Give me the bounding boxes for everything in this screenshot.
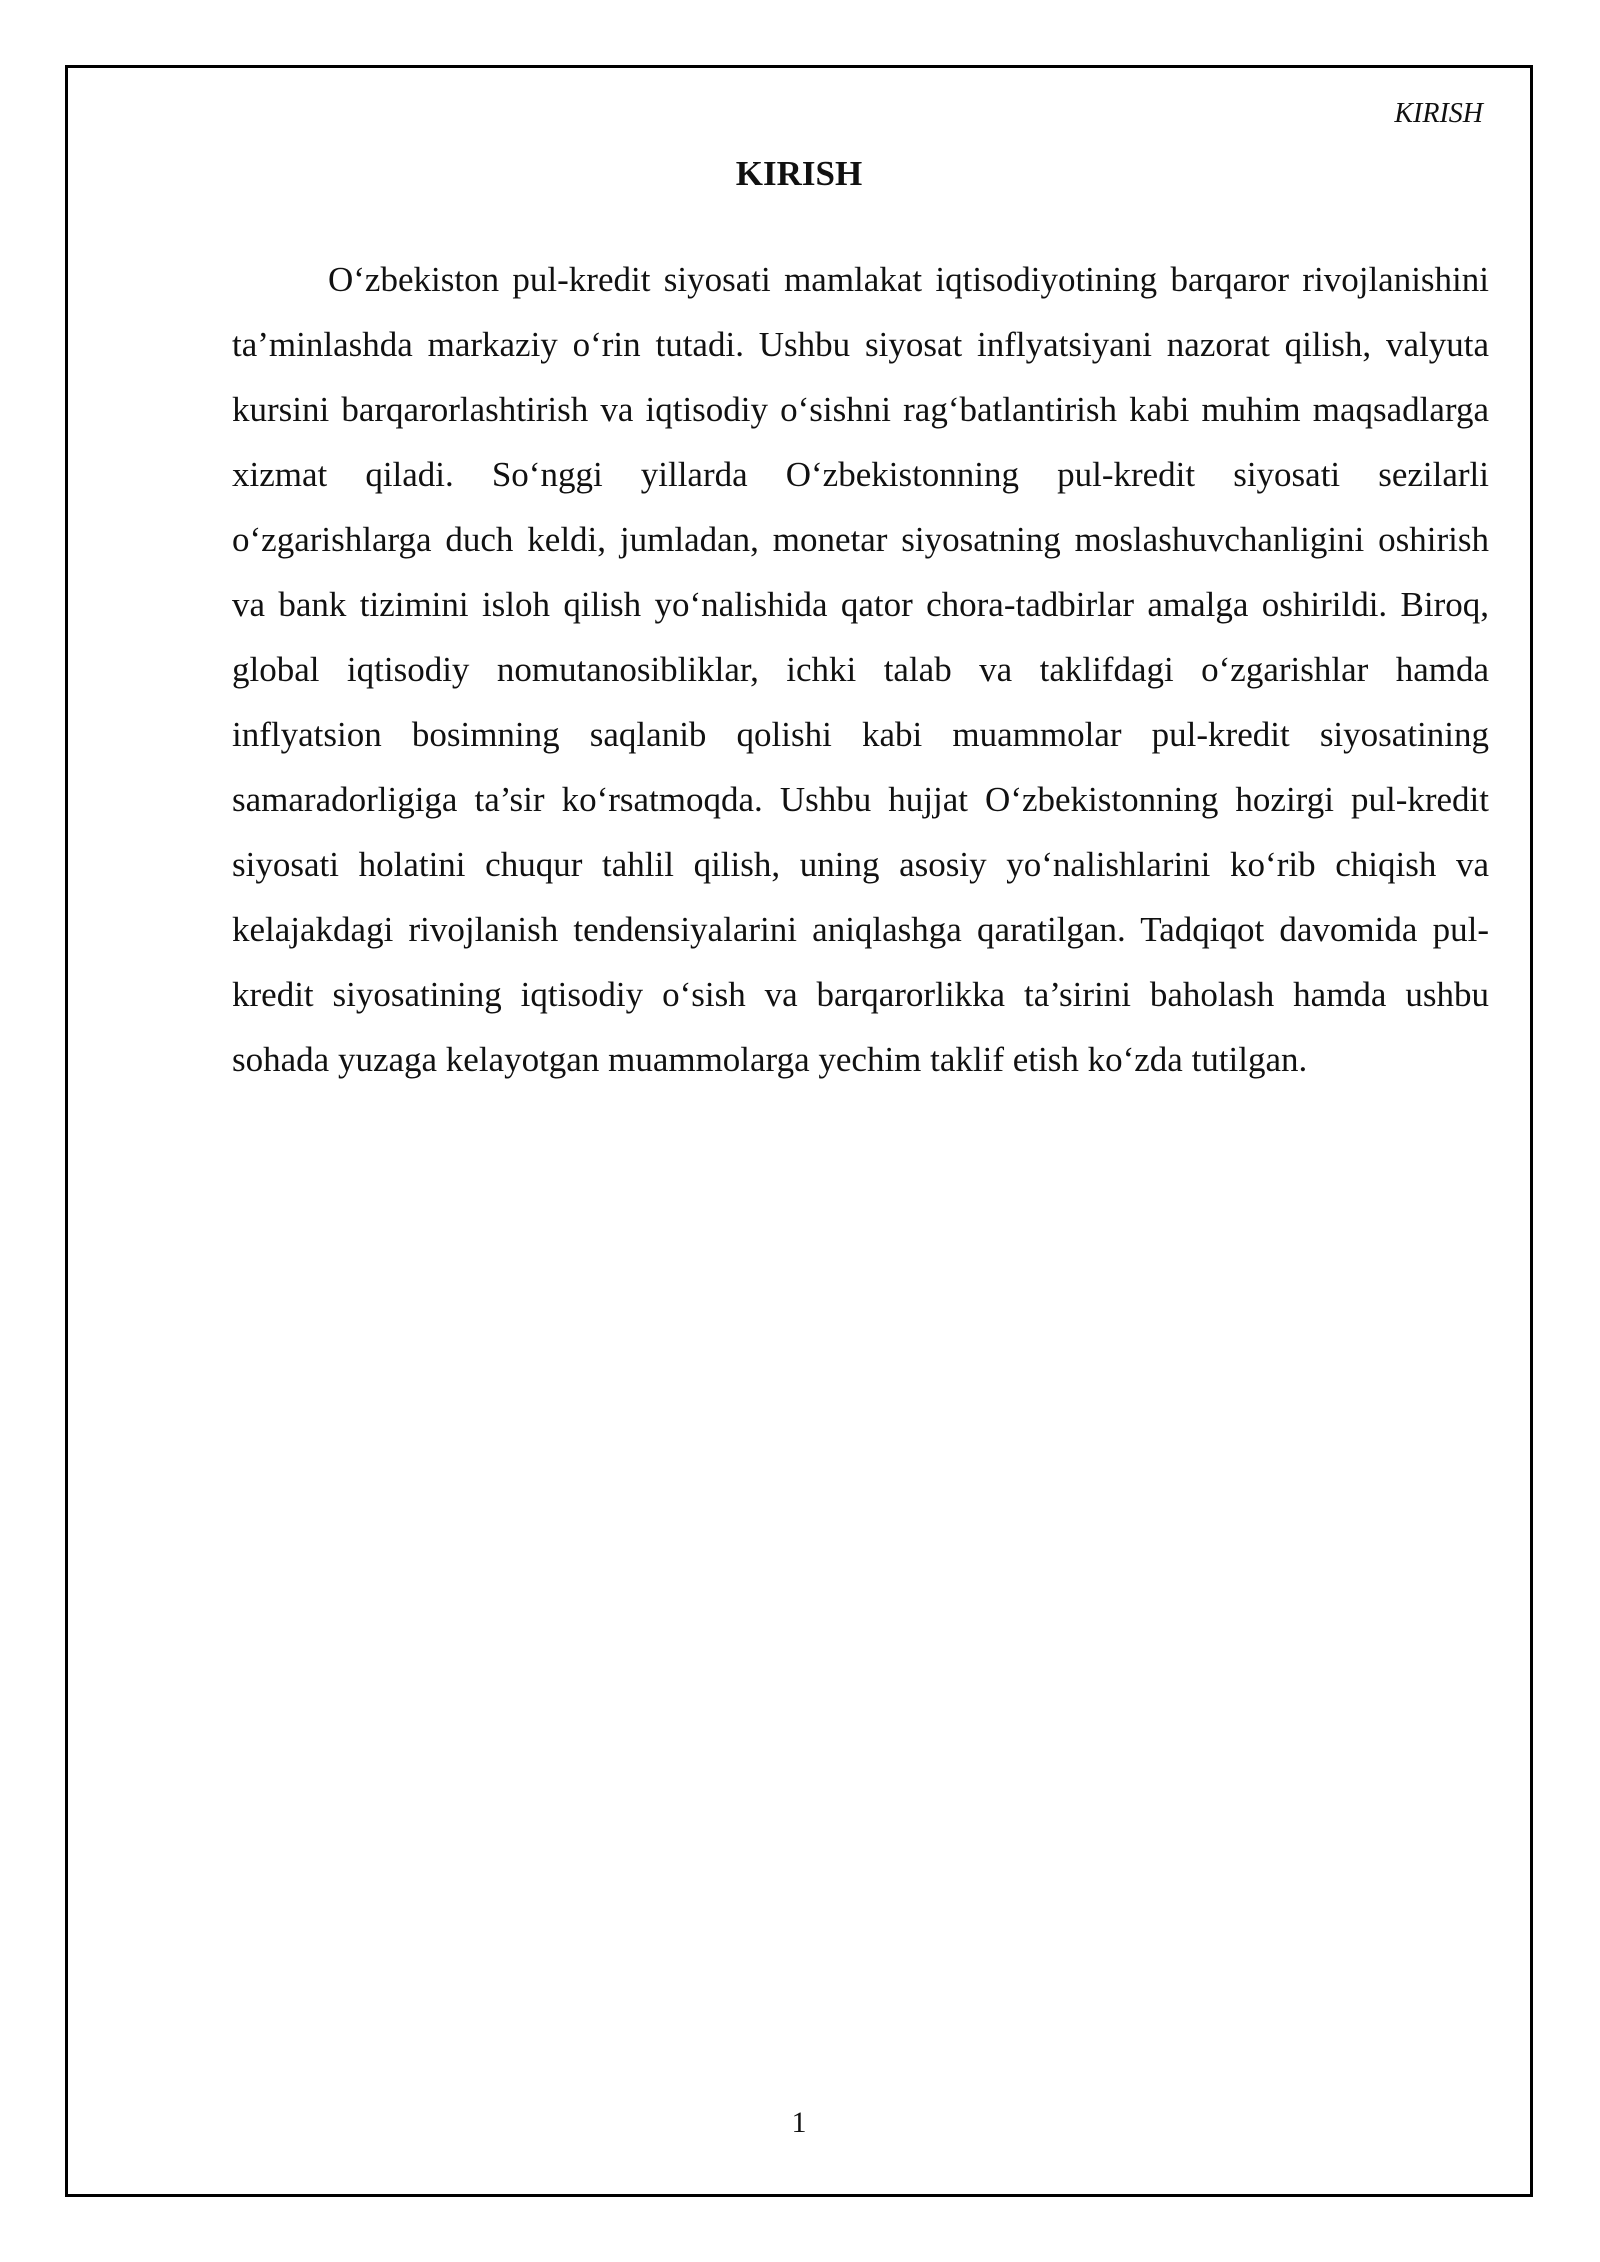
page-frame — [65, 65, 1533, 2197]
page-title: KIRISH — [735, 154, 863, 193]
body-paragraph: O‘zbekiston pul-kredit siyosati mamlakat iqtisodiyotining barqaror rivojlanishini ta’minlashda markaziy o‘rin tutadi. Ushbu siyosat inflyatsiyani nazorat qilish, valyuta kursini barqarorlashtirish va iqtisodiy o‘sishni rag‘batlantirish kabi muhim maqsadlarga xizmat qiladi. So‘nggi yillarda O‘zbekistonning pul-kredit siyosati sezilarli o‘zgarishlarga duch keldi, jumladan, monetar siyosatning moslashuvchanligini oshirish va bank tizimini isloh qilish yo‘nalishida qator chora-tadbirlar amalga oshirildi. Biroq, global iqtisodiy nomutanosibliklar, ichki talab va taklifdagi o‘zgarishlar hamda inflyatsion bosimning saqlanib qolishi kabi muammolar pul-kredit siyosatining samaradorligiga ta’sir ko‘rsatmoqda. Ushbu hujjat O‘zbekistonning hozirgi pul-kredit siyosati holatini chuqur tahlil qilish, uning asosiy yo‘nalishlarini ko‘rib chiqish va kelajakdagi rivojlanish tendensiyalarini aniqlashga qaratilgan. Tadqiqot davomida pul-kredit siyosatining iqtisodiy o‘sish va barqarorlikka ta’sirini baholash hamda ushbu sohada yuzaga kelayotgan muammolarga yechim taklif etish ko‘zda tutilgan. — [232, 260, 1489, 1079]
page-number: 1 — [791, 2106, 807, 2139]
running-header: KIRISH — [1394, 98, 1483, 129]
